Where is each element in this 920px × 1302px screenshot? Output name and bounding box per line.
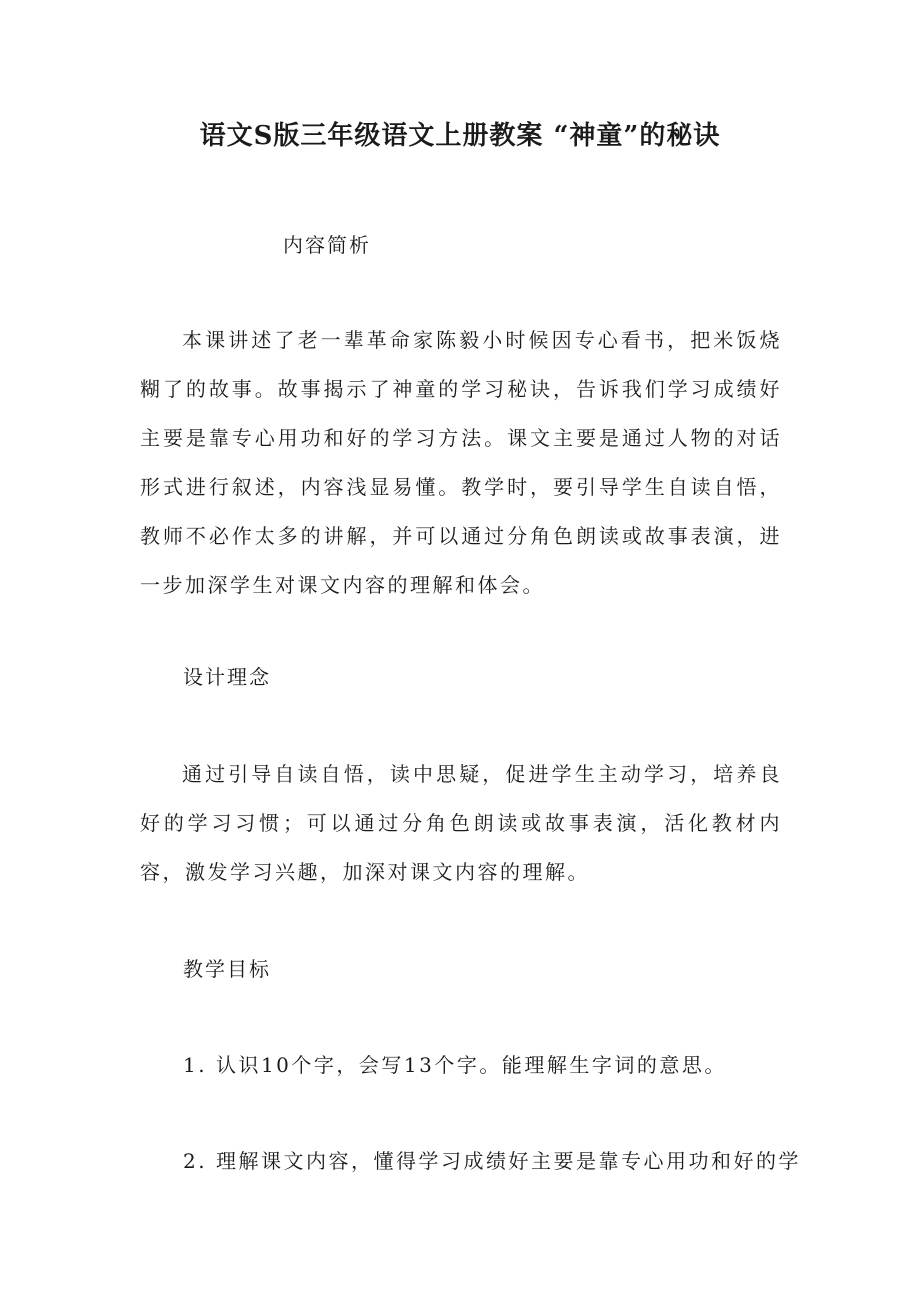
teaching-goal-item: 1. 认识10个字，会写13个字。能理解生字词的意思。: [183, 1053, 727, 1077]
section-heading-design-concept: 设计理念: [183, 665, 271, 689]
design-concept-paragraph: 通过引导自读自悟，读中思疑，促进学生主动学习，培养良好的学习习惯；可以通过分角色朗读或故事表演，活化教材内容，激发学习兴趣，加深对课文内容的理解。: [140, 762, 782, 884]
content-summary-paragraph: 本课讲述了老一辈革命家陈毅小时候因专心看书，把米饭烧糊了的故事。故事揭示了神童的学习秘诀，告诉我们学习成绩好主要是靠专心用功和好的学习方法。课文主要是通过人物的对话形式进行叙述，内容浅显易懂。教学时，要引导学生自读自悟，教师不必作太多的讲解，并可以通过分角色朗读或故事表演，进一步加深学生对课文内容的理解和体会。: [140, 328, 782, 597]
document-title: 语文S版三年级语文上册教案 “神童”的秘诀: [199, 121, 721, 151]
section-heading-content-summary: 内容简析: [283, 233, 371, 257]
teaching-goal-item: 2. 理解课文内容，懂得学习成绩好主要是靠专心用功和好的学: [183, 1149, 801, 1173]
section-heading-teaching-goals: 教学目标: [183, 957, 271, 981]
